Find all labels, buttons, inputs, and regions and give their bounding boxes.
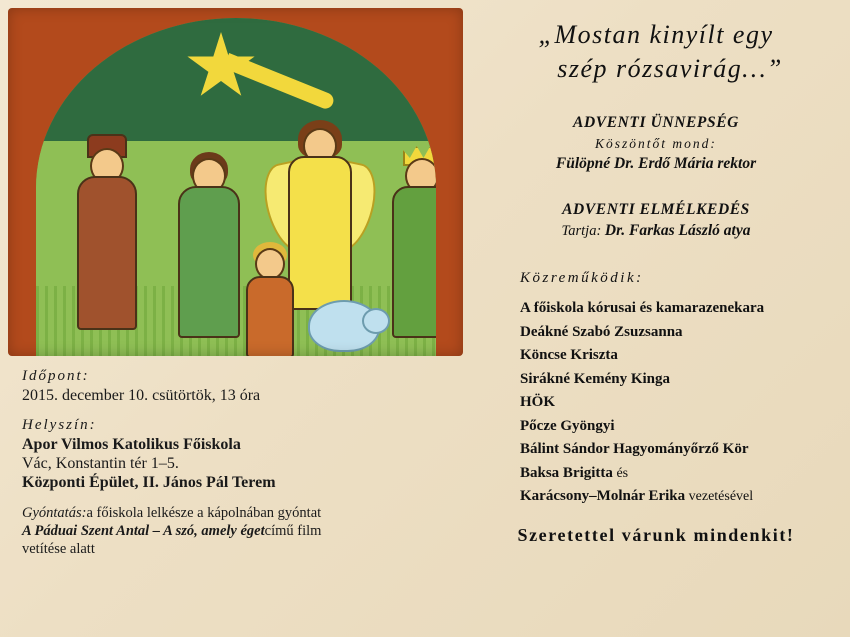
- nativity-illustration: [8, 8, 463, 356]
- list-item: [520, 368, 832, 392]
- place-line-3: Központi Épület, II. János Pál Terem: [22, 474, 276, 491]
- illustration-canvas: [8, 8, 463, 356]
- contributor-name: Pőcze Gyöngyi: [520, 417, 615, 434]
- program-column: [480, 18, 832, 546]
- poster-title: [480, 18, 832, 86]
- list-item: [520, 415, 832, 439]
- list-item: [520, 391, 832, 415]
- contributors-label: Közreműködik:: [520, 270, 644, 286]
- advent-celebration-heading: ADVENTI ÜNNEPSÉG: [573, 114, 739, 131]
- greeting-label: Köszöntőt mond:: [595, 136, 717, 151]
- figure-shepherd: [76, 148, 138, 328]
- list-item: [520, 438, 832, 462]
- film-suffix: című film: [264, 523, 322, 539]
- confession-text: a főiskola lelkésze a kápolnában gyóntat: [86, 505, 322, 521]
- place-line-1: Apor Vilmos Katolikus Főiskola: [22, 436, 241, 453]
- film-line: [22, 522, 462, 540]
- place-line-2: Vác, Konstantin tér 1–5.: [22, 455, 179, 472]
- sheep-shape: [308, 300, 380, 352]
- contributor-name: A főiskola kórusai és kamarazenekara: [520, 300, 765, 316]
- figure-king: [391, 158, 436, 333]
- time-value: 2015. december 10. csütörtök, 13 óra: [22, 387, 261, 404]
- greeting-name: Fülöpné Dr. Erdő Mária rektor: [555, 155, 757, 172]
- body-shape: [392, 186, 436, 338]
- film-line-2: vetítése alatt: [22, 541, 95, 557]
- meditation-heading: ADVENTI ELMÉLKEDÉS: [562, 201, 750, 218]
- figure-child: [241, 248, 299, 356]
- closing-line: Szeretettel várunk mindenkit!: [517, 524, 795, 545]
- title-line-2: szép rózsavirág…”: [557, 54, 783, 83]
- confession-line-1: [22, 504, 462, 522]
- meditation-row: [480, 222, 832, 240]
- list-item: [520, 462, 832, 486]
- body-shape: [178, 186, 240, 338]
- contributor-name: HÖK: [520, 394, 556, 410]
- contributors-list: [520, 297, 832, 509]
- figure-mary: [176, 158, 242, 333]
- list-item: [520, 485, 832, 509]
- event-details: [22, 368, 462, 558]
- time-label: Időpont:: [22, 368, 90, 384]
- sheep-head-shape: [362, 308, 390, 334]
- place-block: [22, 417, 462, 492]
- confession-block: [22, 504, 462, 558]
- title-line-1: „Mostan kinyílt egy: [538, 20, 774, 49]
- confession-label: Gyóntatás:: [22, 505, 87, 521]
- contributor-name: Köncse Kriszta: [520, 347, 618, 363]
- contributor-name: Sirákné Kemény Kinga: [520, 370, 671, 387]
- arch-shape: [36, 18, 436, 356]
- contributor-name: Karácsony–Molnár Erika: [520, 488, 686, 504]
- place-label: Helyszín:: [22, 417, 97, 433]
- contributor-suffix: és: [612, 465, 629, 481]
- list-item: [520, 344, 832, 368]
- contributor-suffix: vezetésével: [685, 489, 754, 504]
- meditation-label: Tartja:: [561, 223, 602, 239]
- body-shape: [77, 176, 137, 330]
- contributor-name: Deákné Szabó Zsuzsanna: [520, 323, 683, 340]
- time-block: [22, 368, 462, 405]
- list-item: [520, 321, 832, 345]
- list-item: [520, 297, 832, 321]
- film-title: A Páduai Szent Antal – A szó, amely éget: [22, 523, 265, 539]
- body-shape: [246, 276, 294, 356]
- contributor-name: Baksa Brigitta: [520, 464, 613, 481]
- contributor-name: Bálint Sándor Hagyományőrző Kör: [520, 441, 749, 457]
- meditation-name: Dr. Farkas László atya: [604, 222, 751, 239]
